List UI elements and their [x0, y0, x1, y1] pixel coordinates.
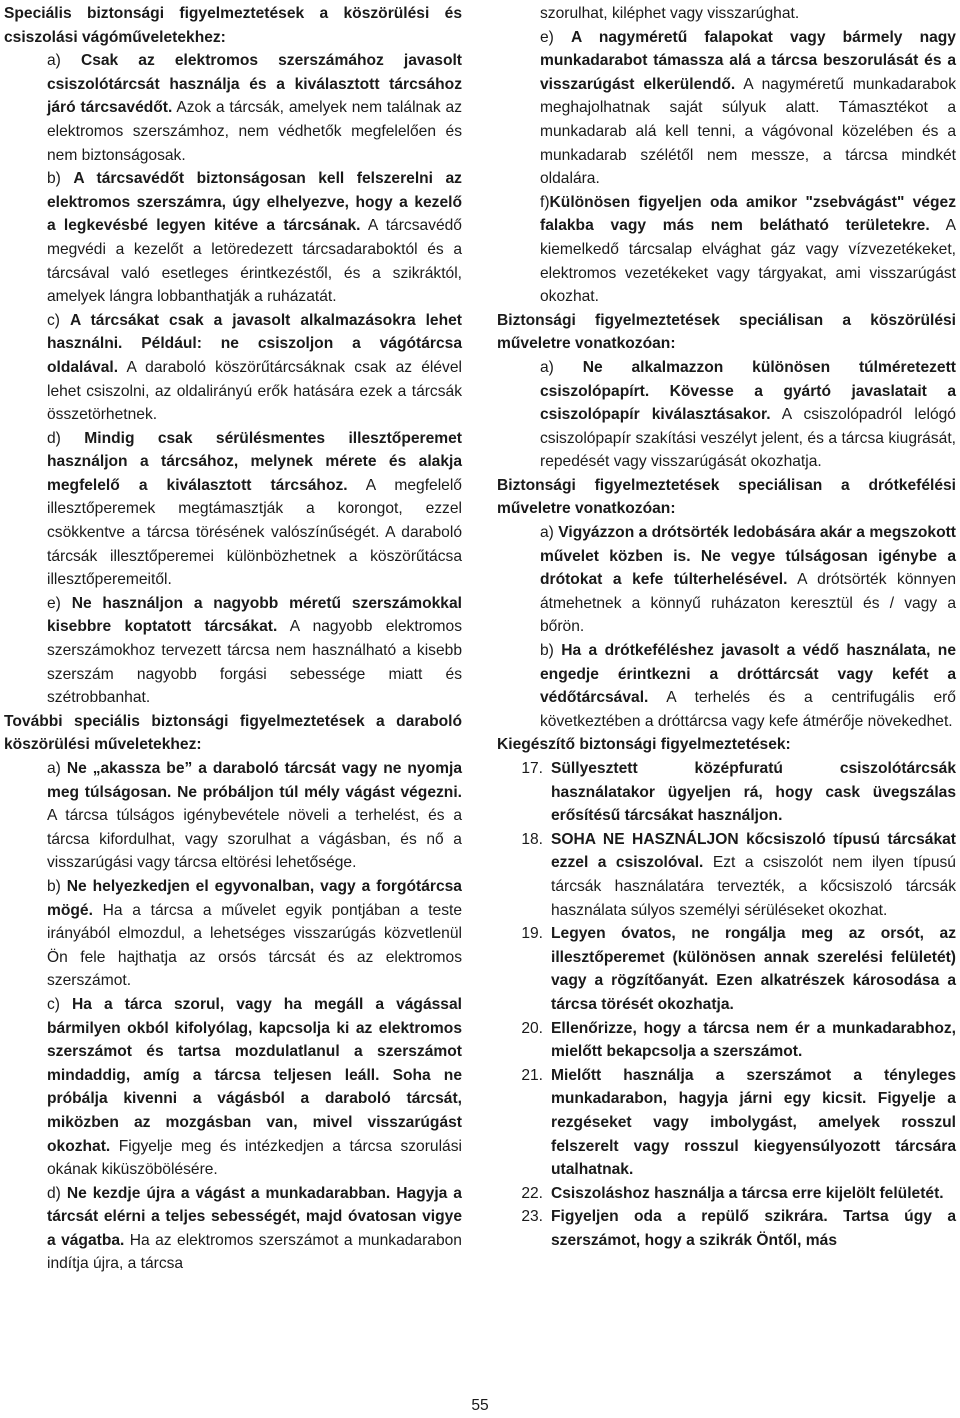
paragraph: [497, 639, 956, 733]
paragraph: [4, 757, 462, 875]
body-text: Ha a tárcsa a művelet egyik pontjában a teste irányából elmozdul, a lehetséges visszarúgás közvetlenül Ön fele hajthatja az orsós tárcsát és az elektromos szerszámot.: [47, 901, 463, 990]
paragraph-continuation: szorulhat, kiléphet vagy visszarúghat.: [540, 5, 800, 22]
item-label: c): [47, 995, 60, 1013]
bold-text: A tárcsákat csak a javasolt alkalmazásokra lehet használni. Például: ne csiszoljon a vágótárcsa oldalával.: [47, 311, 462, 376]
list-item: [497, 757, 956, 828]
list-item-number: 20.: [521, 1019, 543, 1037]
list-item-number: 17.: [521, 760, 543, 777]
paragraph: [497, 26, 956, 191]
bold-text: Mindig csak sérülésmentes illesztőperemet használjon a tárcsához, melynek mérete és alakja megfelelő a kiválasztott tárcsához.: [47, 429, 462, 494]
bold-text: Legyen óvatos, ne rongálja meg az orsót, az illesztőperemet (különösen annak szerelési felületét) vagy a rögzítőanyát. Ezen alkatrészek károsodása a tárcsa törését okozhatja.: [551, 925, 956, 1013]
list-item: [497, 1017, 956, 1064]
paragraph: [4, 309, 462, 427]
body-text: Azok a tárcsák, amelyek nem találnak az elektromos szerszámhoz, nem védhetők megfelelően és nem biztonságosak.: [47, 99, 462, 164]
section-heading: További speciális biztonsági figyelmeztetések a daraboló köszörülési műveletekhez:: [4, 712, 462, 754]
list-item-number: 18.: [521, 830, 543, 848]
paragraph: [4, 592, 462, 710]
list-item: [497, 828, 956, 922]
bold-text: A nagyméretű falapokat vagy bármely nagy munkadarabot támassza alá a tárcsa beszorulását és a visszarúgást elkerülendő.: [540, 28, 956, 93]
body-text: A daraboló köszörűtárcsáknak csak az élével lehet csiszolni, az oldalirányú erők hatására ezek a tárcsák összetörhetnek.: [47, 358, 462, 424]
bold-text: Figyeljen oda a repülő szikrára. Tartsa úgy a szerszámot, hogy a szikrák Öntől, más: [551, 1208, 956, 1249]
bold-text: Ne „akassza be” a daraboló tárcsát vagy ne nyomja meg túlságosan. Ne próbáljon túl mély vágást végezni.: [47, 760, 462, 801]
section-heading: Biztonsági figyelmeztetések speciálisan a köszörülési műveletre vonatkozóan:: [497, 311, 956, 353]
bold-text: Ellenőrizze, hogy a tárcsa nem ér a munkadarabhoz, mielőtt bekapcsolja a szerszámot.: [551, 1019, 956, 1061]
list-item: [497, 1182, 956, 1206]
page-number: 55: [471, 1397, 489, 1414]
bold-text: Ne alkalmazzon különösen túlméretezett csiszolópapírt. Kövesse a gyártó javaslatait a csiszolópapír kiválasztásakor.: [540, 358, 956, 424]
bold-text: Vigyázzon a drótsörték ledobására akár a megszokott művelet közben is. Ne vegye túlságosan igénybe a drótokat a kefe túlterhelésével.: [540, 524, 956, 589]
bold-text: SOHA NE HASZNÁLJON kőcsiszoló típusú tárcsákat ezzel a csiszolóval.: [551, 830, 956, 872]
body-text: Figyelje meg és intézkedjen a tárcsa szorulási okának kiküszöbölésére.: [47, 1137, 462, 1179]
item-label: b): [47, 877, 61, 895]
paragraph: [497, 191, 956, 309]
bold-text: Mielőtt használja a szerszámot a tényleges munkadarabon, hagyja járni egy kicsit. Figyelje a rezgéseket vagy imbolygást, amelyek rosszul felszerelt vagy rosszul kiegyensúlyozott tárcsára utalhatnak.: [551, 1066, 956, 1179]
item-label: e): [540, 28, 554, 46]
left-column: [4, 2, 462, 1276]
body-text: A nagyobb elektromos szerszámokhoz tervezett tárcsa nem használható a kisebb szerszám nagyobb forgási sebessége miatt és szétrobbanhat.: [47, 618, 462, 707]
section-heading: Kiegészítő biztonsági figyelmeztetések:: [497, 736, 791, 754]
item-label: a): [540, 358, 554, 376]
paragraph: [4, 427, 462, 592]
list-item-number: 22.: [521, 1184, 543, 1202]
bold-text: A tárcsavédőt biztonságosan kell felszerelni az elektromos szerszámra, úgy elhelyezve, hogy a kezelő a legkevésbé legyen kitéve a tárcsának.: [47, 170, 462, 235]
paragraph: [4, 49, 462, 167]
bold-text: Süllyesztett középfuratú csiszolótárcsák használatakor ügyeljen rá, hogy cask üvegszálas erősítésű tárcsákat használjon.: [551, 760, 956, 825]
item-label: d): [47, 429, 61, 447]
bold-text: Különösen figyeljen oda amikor "zsebvágást" végez falakba vagy más nem belátható területekre.: [540, 193, 956, 235]
bold-text: Ne kezdje újra a vágást a munkadarabban. Hagyja a tárcsát elérni a teljes sebességét, majd óvatosan vigye a vágatba.: [47, 1184, 462, 1249]
item-label: a): [47, 52, 61, 70]
body-text: A megfelelő illesztőperemek megtámasztják a korongot, ezzel csökkentve a tárcsa törésének valószínűségét. A daraboló tárcsák illesztőperemei különbözhetnek a köszörűtácsa illesztőperemeitől.: [47, 476, 462, 589]
section-heading: Biztonsági figyelmeztetések speciálisan a drótkefélési műveletre vonatkozóan:: [497, 476, 956, 518]
list-item-number: 19.: [521, 925, 543, 943]
item-label: c): [47, 311, 60, 329]
item-label: a): [47, 760, 61, 777]
paragraph: [497, 521, 956, 639]
body-text: Ezt a csiszolót nem ilyen típusú tárcsák használatára tervezték, a kőcsiszoló tárcsák használata súlyos személyi sérüléseket okozhat.: [551, 854, 956, 919]
item-label: b): [540, 642, 554, 660]
bold-text: Ha a drótkeféléshez javasolt a védő használata, ne engedje érintkezni a dróttárcsát vagy kefét a védőtárcsával.: [540, 642, 956, 707]
bold-text: Ha a tárca szorul, vagy ha megáll a vágással bármilyen okból kifolyólag, kapcsolja ki az elektromos szerszámot és tartsa mozdulatlanul a szerszámot mindaddig, amíg a tárcsa teljesen leáll. Soha ne próbálja kivenni a vágásból a daraboló tárcsát, miközben az mozgásban van, mivel visszarúgást okozhat.: [47, 995, 462, 1155]
bold-text: Ne használjon a nagyobb méretű szerszámokkal kisebbre koptatott tárcsákat.: [47, 594, 462, 636]
list-item-number: 23.: [521, 1208, 543, 1226]
numbered-list: [497, 757, 956, 1252]
bold-text: Csiszoláshoz használja a tárcsa erre kijelölt felületét.: [551, 1184, 944, 1202]
body-text: A nagyméretű munkadarabok meghajolhatnak saját súlyuk alatt. Támasztékot a munkadarab alá kell tenni, a vágóvonal közelében és a munkadarab szélétől nem messze, a tárcsa mindkét oldalára.: [540, 75, 956, 188]
list-item: [497, 1205, 956, 1252]
right-column: [497, 2, 956, 1252]
body-text: A csiszolópadról lelógó csiszolópapír szakítási veszélyt jelent, és a tárcsa kiugrását, repedését vagy visszarúgását okozhatja.: [540, 406, 956, 471]
section-heading: Speciális biztonsági figyelmeztetések a köszörülési és csiszolási vágóműveletekhez:: [4, 5, 462, 46]
paragraph: [4, 1182, 462, 1276]
paragraph: [497, 356, 956, 474]
list-item-number: 21.: [521, 1066, 543, 1084]
body-text: A tárcsa túlságos igénybevétele növeli a terhelést, és a tárcsa kifordulhat, vagy szorulhat a vágásban, és nő a visszarúgási vagy tárcsa eltörési lehetősége.: [47, 807, 462, 872]
body-text: A drótsörték könnyen átmehetnek a könnyű ruházaton keresztül és / vagy a bőrön.: [540, 571, 956, 636]
paragraph: [4, 993, 462, 1182]
item-label: e): [47, 594, 61, 612]
item-label: f): [540, 193, 550, 211]
list-item: [497, 922, 956, 1016]
paragraph: [4, 167, 462, 309]
paragraph: [4, 875, 462, 993]
list-item: [497, 1064, 956, 1182]
body-text: A terhelés és a centrifugális erő következtében a dróttárcsa vagy kefe átmérője növekedhet.: [540, 689, 956, 730]
body-text: A tárcsavédő megvédi a kezelőt a letöredezett tárcsadaraboktól és a tárcsával való esetleges érintkezéstől, és a szikráktól, amelyek lángra lobbanthatják a ruházatát.: [47, 217, 462, 306]
item-label: d): [47, 1184, 61, 1202]
body-text: Ha az elektromos szerszámot a munkadarabon indítja újra, a tárcsa: [47, 1231, 462, 1273]
bold-text: Csak az elektromos szerszámához javasolt csiszolótárcsát használja és a kiválasztott tárcsához járó tárcsavédőt.: [47, 52, 462, 117]
bold-text: Ne helyezkedjen el egyvonalban, vagy a forgótárcsa mögé.: [47, 877, 462, 919]
body-text: A kiemelkedő tárcsalap elvághat gáz vagy vízvezetékeket, elektromos vezetékeket vagy tárgyakat, ami visszarúgást okozhat.: [540, 217, 956, 306]
item-label: a): [540, 524, 554, 542]
item-label: b): [47, 170, 61, 188]
